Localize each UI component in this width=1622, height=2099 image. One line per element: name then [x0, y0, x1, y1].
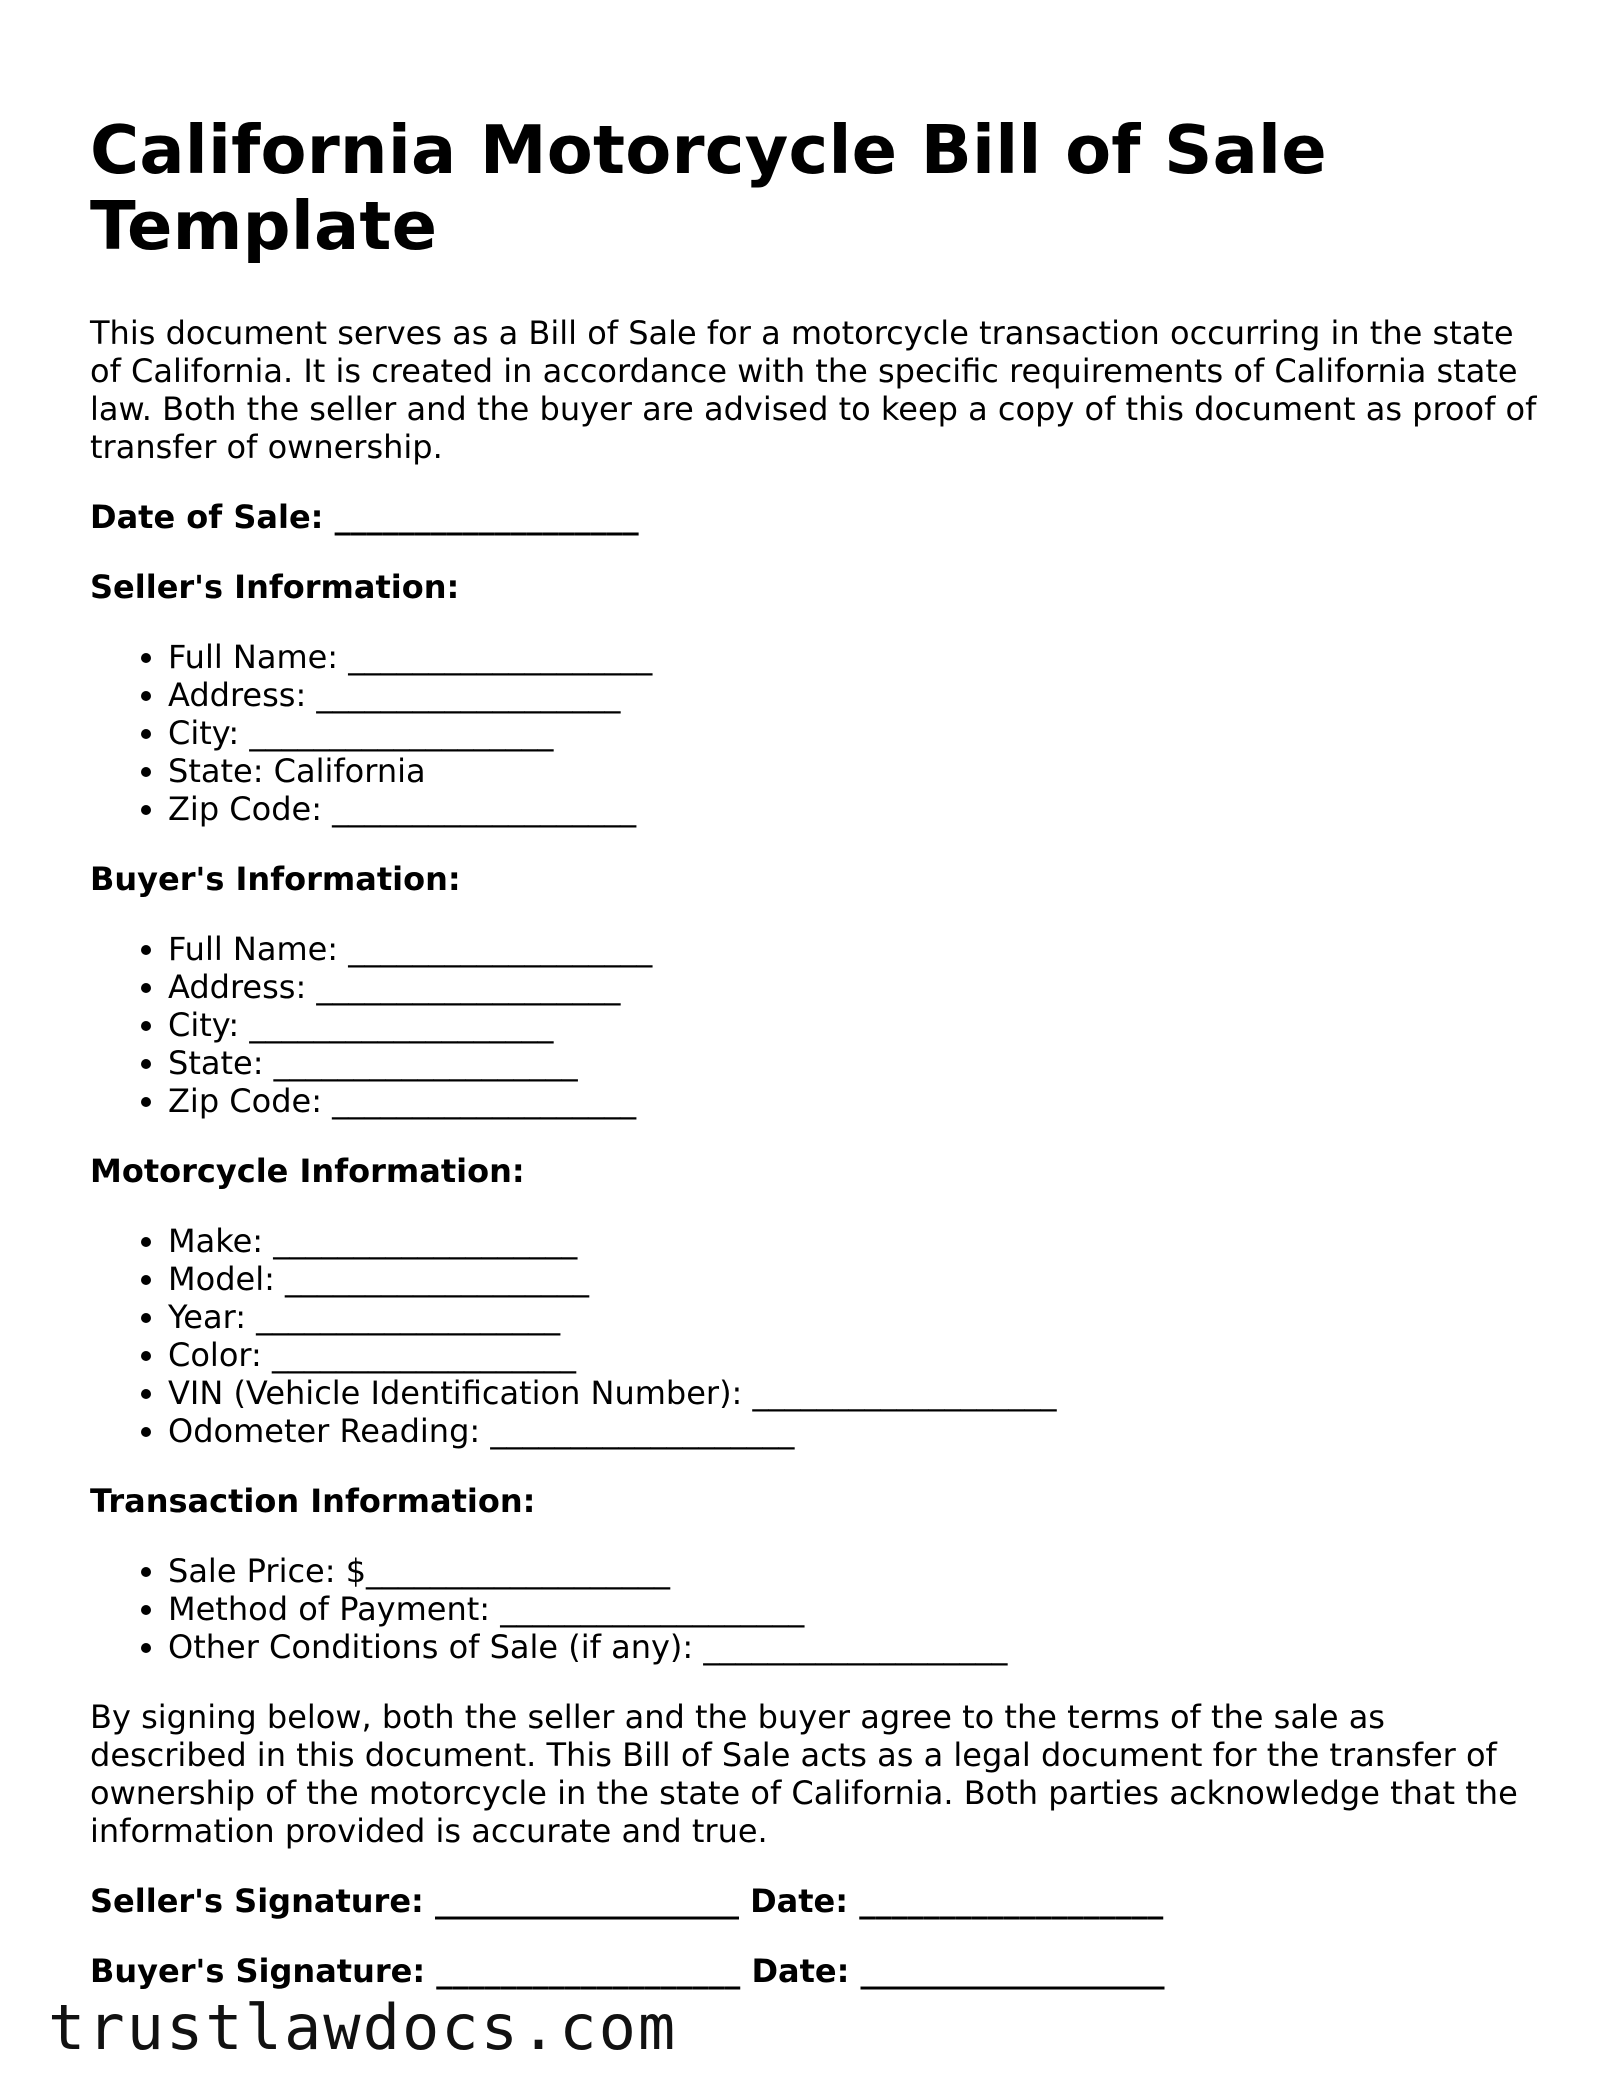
buyer-zip: • Zip Code: ___________________ [168, 1082, 1550, 1120]
motorcycle-heading: Motorcycle Information: [90, 1152, 525, 1190]
seller-zip: • Zip Code: ___________________ [168, 790, 1550, 828]
seller-city: • City: ___________________ [168, 714, 1550, 752]
seller-heading: Seller's Information: [90, 568, 460, 606]
intro-paragraph: This document serves as a Bill of Sale for a motorcycle transaction occurring in the state of California. It is created in accordance with the specific requirements of California state law. Both the seller and the buyer are advised to keep a copy of this document as proof of transfer of ownership. [90, 314, 1537, 466]
page-title: California Motorcycle Bill of Sale Template [90, 111, 1327, 265]
seller-signature-line: Seller's Signature: ___________________ Date: ___________________ [90, 1882, 1164, 1920]
transaction-other-conditions: • Other Conditions of Sale (if any): ___________________ [168, 1628, 1550, 1666]
motorcycle-make: • Make: ___________________ [168, 1222, 1550, 1260]
seller-state: • State: California [168, 752, 1550, 790]
buyer-heading: Buyer's Information: [90, 860, 461, 898]
transaction-list [90, 1552, 1550, 1666]
date-of-sale: Date of Sale: ___________________ [90, 498, 639, 536]
buyer-state: • State: ___________________ [168, 1044, 1550, 1082]
watermark: trustlawdocs.com [48, 1991, 678, 2064]
motorcycle-vin: • VIN (Vehicle Identification Number): ___________________ [168, 1374, 1550, 1412]
transaction-heading: Transaction Information: [90, 1482, 536, 1520]
motorcycle-year: • Year: ___________________ [168, 1298, 1550, 1336]
seller-list [90, 638, 1550, 828]
motorcycle-odometer: • Odometer Reading: ___________________ [168, 1412, 1550, 1450]
document-page [90, 112, 1550, 2022]
motorcycle-color: • Color: ___________________ [168, 1336, 1550, 1374]
transaction-payment-method: • Method of Payment: ___________________ [168, 1590, 1550, 1628]
buyer-full-name: • Full Name: ___________________ [168, 930, 1550, 968]
buyer-signature-line: Buyer's Signature: ___________________ Date: ___________________ [90, 1952, 1165, 1990]
closing-paragraph: By signing below, both the seller and the buyer agree to the terms of the sale as described in this document. This Bill of Sale acts as a legal document for the transfer of ownership of the motorcycle in the state of California. Both parties acknowledge that the information provided is accurate and true. [90, 1698, 1518, 1850]
motorcycle-list [90, 1222, 1550, 1450]
transaction-sale-price: • Sale Price: $___________________ [168, 1552, 1550, 1590]
motorcycle-model: • Model: ___________________ [168, 1260, 1550, 1298]
seller-full-name: • Full Name: ___________________ [168, 638, 1550, 676]
buyer-list [90, 930, 1550, 1120]
seller-address: • Address: ___________________ [168, 676, 1550, 714]
buyer-city: • City: ___________________ [168, 1006, 1550, 1044]
buyer-address: • Address: ___________________ [168, 968, 1550, 1006]
